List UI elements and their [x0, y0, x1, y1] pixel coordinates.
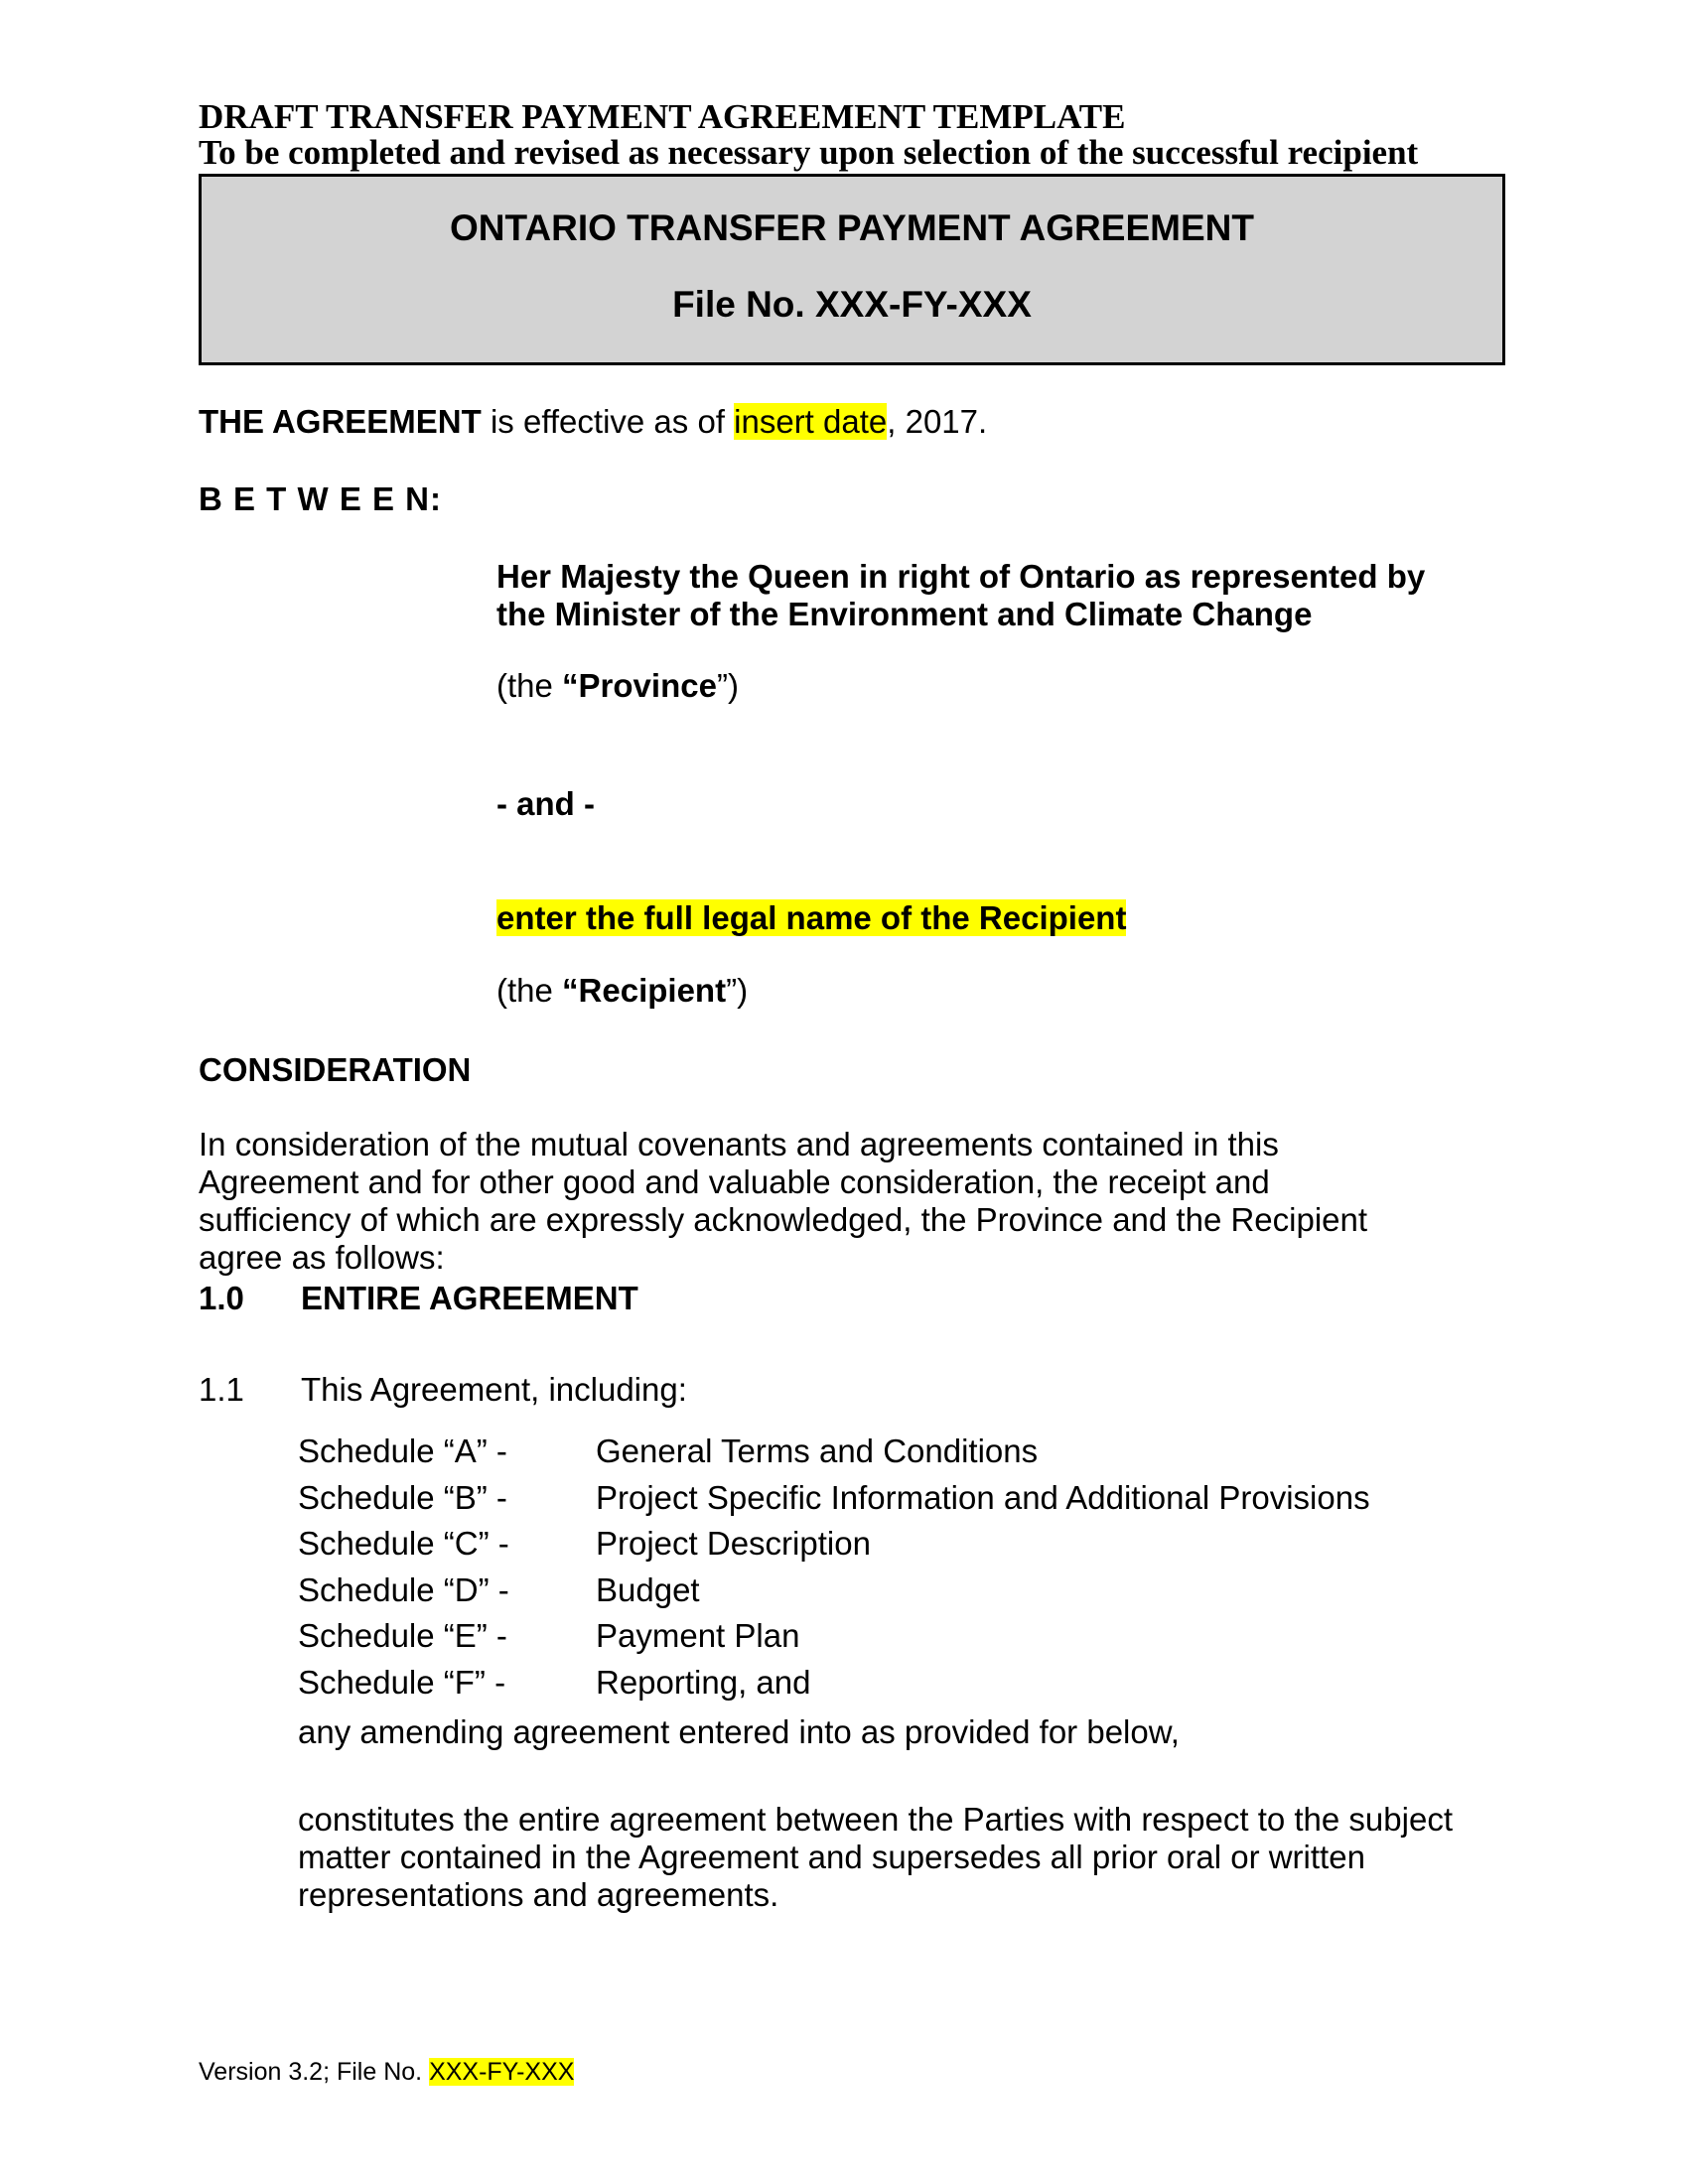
effective-lead: THE AGREEMENT	[199, 403, 482, 440]
province-ref-bold: “Province	[562, 667, 717, 704]
page-footer	[199, 2057, 1499, 2087]
section-1-0-heading-row	[199, 1280, 1499, 1317]
document-header	[199, 99, 1505, 171]
schedule-name: Schedule “E” -	[298, 1617, 507, 1654]
province-ref-prefix: (the	[496, 667, 563, 704]
footer-file-no-field[interactable]: XXX-FY-XXX	[429, 2058, 575, 2086]
clause-1-1-row	[199, 1371, 1499, 1409]
effective-tail: , 2017.	[887, 403, 988, 440]
schedule-row	[298, 1475, 1499, 1522]
schedule-name: Schedule “F” -	[298, 1663, 506, 1701]
header-line-2: To be completed and revised as necessary upon selection of the successful recipient	[199, 133, 1419, 172]
title-box-title: ONTARIO TRANSFER PAYMENT AGREEMENT	[450, 207, 1254, 248]
clause-text: This Agreement, including:	[301, 1371, 687, 1408]
between-label: B E T W E E N:	[199, 480, 442, 517]
schedule-description: Reporting, and	[596, 1663, 811, 1701]
schedule-row	[298, 1660, 1499, 1706]
schedule-description: General Terms and Conditions	[596, 1433, 1039, 1469]
province-reference	[496, 667, 739, 705]
clause-number: 1.1	[199, 1371, 244, 1408]
recipient-ref-bold: “Recipient	[562, 972, 727, 1009]
schedule-description: Budget	[596, 1570, 700, 1608]
schedule-name: Schedule “D” -	[298, 1570, 509, 1608]
header-line-1: DRAFT TRANSFER PAYMENT AGREEMENT TEMPLATE	[199, 97, 1126, 136]
schedule-description: Project Description	[596, 1525, 871, 1562]
schedule-name: Schedule “B” -	[298, 1478, 507, 1516]
schedule-row	[298, 1568, 1499, 1614]
constitutes-paragraph: constitutes the entire agreement between the Parties with respect to the subject matter contained in the Agreement and supersedes all prior oral or written representations and agreements.	[298, 1801, 1453, 1913]
schedule-name: Schedule “C” -	[298, 1525, 509, 1562]
recipient-name-highlight[interactable]: enter the full legal name of the Recipient	[496, 899, 1127, 936]
title-box	[199, 174, 1505, 365]
and-separator: - and -	[496, 785, 595, 822]
recipient-name-field[interactable]	[496, 899, 1499, 937]
schedule-name: Schedule “A” -	[298, 1433, 507, 1469]
consideration-paragraph: In consideration of the mutual covenants and agreements contained in this Agreement and for other good and valuable consideration, the receipt and sufficiency of which are expressly acknowledged, the Province and the Recipient agree as follows:	[199, 1126, 1368, 1276]
insert-date-field[interactable]: insert date	[734, 403, 888, 440]
amending-line: any amending agreement entered into as provided for below,	[298, 1713, 1180, 1750]
section-number: 1.0	[199, 1280, 244, 1316]
recipient-reference	[496, 972, 748, 1010]
consideration-heading: CONSIDERATION	[199, 1051, 472, 1088]
province-ref-suffix: ”)	[716, 667, 739, 704]
effective-date-line	[199, 403, 1499, 441]
effective-middle: is effective as of	[481, 403, 735, 440]
title-box-file-no: File No. XXX-FY-XXX	[672, 284, 1032, 325]
footer-version-text: Version 3.2; File No.	[199, 2058, 430, 2086]
section-heading: ENTIRE AGREEMENT	[301, 1280, 638, 1316]
schedule-description: Project Specific Information and Additional Provisions	[596, 1478, 1370, 1516]
recipient-ref-prefix: (the	[496, 972, 563, 1009]
province-name: Her Majesty the Queen in right of Ontario as represented by the Minister of the Environment and Climate Change	[496, 558, 1426, 632]
schedule-row	[298, 1613, 1499, 1660]
schedule-list	[298, 1429, 1499, 1706]
schedule-row	[298, 1521, 1499, 1568]
recipient-ref-suffix: ”)	[726, 972, 749, 1009]
schedule-description: Payment Plan	[596, 1617, 800, 1654]
schedule-row	[298, 1429, 1499, 1475]
